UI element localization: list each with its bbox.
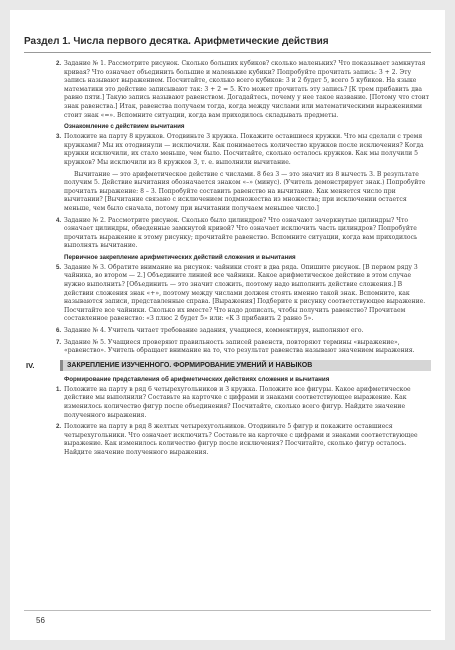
subheading: Формирование представления об арифметических действиях сложения и вычитания [64, 375, 330, 383]
item-text: Положите на парту 8 кружков. Отодвиньте 3 кружка. Покажите оставшиеся кружки. Что мы сделали с тремя кружками? Мы их отодвинули — исключили. Как понимаетесь количество кружков после исключения? Когда кружки исключили, их стало меньше, чем было. Посчитайте, сколько осталось кружков. Как мы получили 5 кружков? Мы исключили из 8 кружков 3, т. е. выполнили вычитание. [64, 133, 424, 166]
item-number: 7. [56, 338, 62, 346]
section-heading [24, 360, 431, 372]
list-item [24, 339, 431, 356]
item-text: Положите на парту в ряд 6 четырехугольников и 3 кружка. Положите все фигуры. Какое арифметическое действие мы выполнили? Составьте на карточке с цифрами и знаками соответствующее выражение. Как изменилось количество фигур после объединения? Посчитайте, сколько всего фигур. Найдите значение полученного выражения. [64, 385, 411, 419]
list-item [24, 327, 431, 336]
page-content [24, 60, 431, 461]
section-bar [60, 360, 431, 371]
page-number: 56 [36, 616, 45, 625]
list-item [24, 133, 431, 167]
list-item [24, 264, 431, 324]
section-number: IV. [26, 360, 35, 370]
section-title: ЗАКРЕПЛЕНИЕ ИЗУЧЕННОГО. ФОРМИРОВАНИЕ УМЕНИЙ И НАВЫКОВ [67, 361, 313, 369]
paragraph: Вычитание — это арифметическое действие с числами. 8 без 3 — это значит из 8 вычесть 3. В результате получим 5. Действие вычитания обозначается знаком «–» (минус). (Учитель демонстрирует знак.) Попробуйте прочитать выражение: 8 – 3. Попробуйте составить равенство на вычитание. Как меняется число при вычитании? [Вычитание связано с исключением подмножества из множества; при исключении остается меньше, чем было сначала, потому при вычитании получаем меньшее число.] [64, 170, 426, 212]
list-item [24, 386, 431, 420]
item-text: Задание № 1. Рассмотрите рисунок. Сколько больших кубиков? сколько маленьких? Что показывает замкнутая кривая? Что означает объединить большие и маленькие кубики? Попробуйте прочитать запись: 3 + 2. Эту запись называют выражением. Посчитайте, сколько всего кубиков: 3 и 2 будет 5, всего 5 кубиков. На языке математики это действие записывают так: 3 + 2 = 5. Кто может прочитать эту запись? [К трем прибавить два равно пяти.] Такую запись называют равенством. Догадайтесь, почему у нее такое название. [Потому что стоит знак равенства.] Итак, равенства получаем тогда, когда между числами или математическими выражениями стоит знак «=». Вспомните ситуации, когда вам приходилось складывать предметы. [64, 60, 430, 119]
footer-rule [24, 610, 431, 611]
list-item [24, 60, 431, 120]
list-item [24, 423, 431, 457]
chapter-header: Раздел 1. Числа первого десятка. Арифметические действия [24, 36, 431, 53]
subheading: Ознакомление с действием вычитания [64, 123, 185, 131]
item-number: 3. [56, 133, 62, 141]
item-text: Задание № 5. Учащиеся проверяют правильность записей равенств, повторяют термины «выражение», «равенство». Учитель обращает внимание на то, что результат равенства называют значением выражения. [64, 338, 415, 355]
item-number: 1. [56, 385, 62, 393]
subheading: Первичное закрепление арифметических действий сложения и вычитания [64, 253, 296, 261]
item-number: 2. [56, 60, 62, 67]
item-number: 5. [56, 263, 62, 271]
item-text: Задание № 3. Обратите внимание на рисунок: чайники стоят в два ряда. Опишите рисунок. [В первом ряду 3 чайника, во втором — 2.] Объедините линией все чайники. Какое арифметическое действие в этом случае нужно выполнить? [Объединить — это значит сложить, поэтому надо выполнить действие сложения.] В действии сложения знак «+», поэтому между числами должен стоять именно такой знак. Вспомните, как называются записи, представленные справа. [Выражения] Подберите к рисунку соответствующее выражение. Посчитайте все чайники. Сколько их вместе? Что надо дописать, чтобы получить равенство? Прочитаем составленное равенство: «3 плюс 2 будет 5» или: «К 3 прибавить 2 равно 5». [64, 263, 426, 323]
item-text: Задание № 2. Рассмотрите рисунок. Сколько было цилиндров? Что означают зачеркнутые цилиндры? Что означает цилиндры, обведенные замкнутой кривой? Что означает исключить часть цилиндров? Попробуйте прочитать выражение к этому рисунку; прочитайте равенство. Вспомните ситуации, когда вам приходилось выполнять вычитание. [64, 216, 418, 250]
item-number: 2. [56, 423, 62, 431]
item-number: 4. [56, 216, 62, 224]
list-item [24, 217, 431, 251]
document-page [10, 10, 445, 640]
item-text: Задание № 4. Учитель читает требование задания, учащиеся, комментируя, выполняют его. [64, 327, 364, 335]
item-number: 6. [56, 327, 62, 335]
item-text: Положите на парту в ряд 8 желтых четырехугольников. Отодвиньте 5 фигур и покажите оставшиеся четырехугольники. Что означает исключить? Составьте на карточке с цифрами и знаками соответствующее выражение. Как изменилось количество фигур после исключения? Посчитайте, сколько фигур осталось. Найдите значение полученного выражения. [64, 423, 418, 456]
